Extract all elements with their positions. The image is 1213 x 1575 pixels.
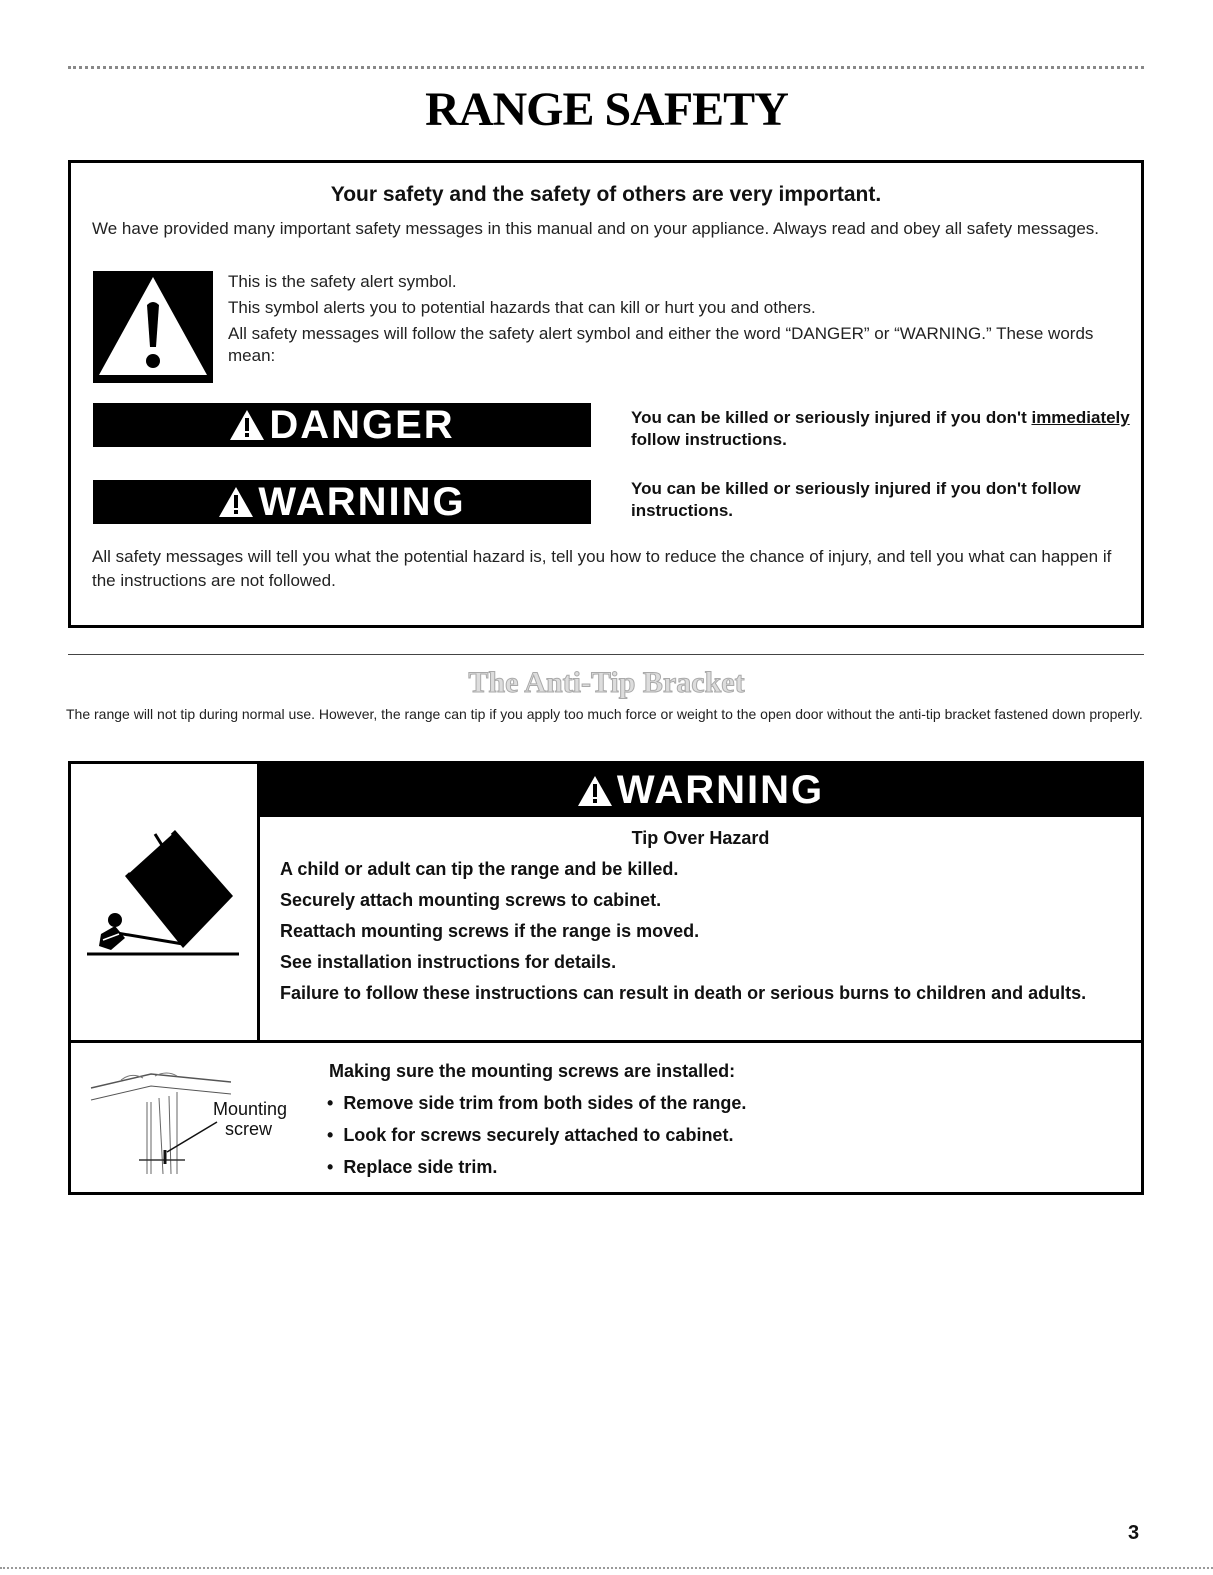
symbol-line: This is the safety alert symbol. [228,272,457,291]
symbol-line: This symbol alerts you to potential hazards that can kill or hurt you and others. [228,298,816,317]
safety-heading: Your safety and the safety of others are very important. [330,183,882,206]
box-divider [71,1040,1141,1043]
tipping-illustration-panel [71,764,260,1040]
tip-over-warning-box [68,761,1144,1195]
mounting-screw-callout [213,1099,287,1139]
warning-signal-bar [93,480,591,524]
callout-line: Mounting [213,1099,288,1119]
danger-desc-underlined: immediately [1031,408,1130,427]
anti-tip-body: The range will not tip during normal use. However, the range can tip if you apply too much force or weight to the open door without the anti-tip bracket fastened down properly. [66,706,1143,722]
hazard-line: Securely attach mounting screws to cabinet. [280,890,662,910]
install-heading: Making sure the mounting screws are installed: [329,1061,736,1081]
warning-triangle-icon [577,775,613,807]
safety-intro: We have provided many important safety messages in this manual and on your appliance. Always read and obey all safety messages. [92,219,1100,238]
symbol-line: All safety messages will follow the safety alert symbol and either the word “DANGER” or “WARNING.” These words mean: [228,324,1094,365]
danger-desc-post: follow instructions. [631,430,787,449]
section-divider [68,654,1144,655]
hazard-line: A child or adult can tip the range and be killed. [280,859,679,879]
danger-signal-bar [93,403,591,447]
anti-tip-section-title: The Anti-Tip Bracket [468,666,745,699]
danger-desc-pre: You can be killed or seriously injured if you don't [631,408,1032,427]
safety-alert-triangle-icon [93,271,213,383]
list-item: • Replace side trim. [327,1156,746,1179]
list-item: • Remove side trim from both sides of the range. [327,1092,746,1115]
page-title: RANGE SAFETY [425,83,788,136]
danger-description [631,407,1131,451]
hazard-line: Failure to follow these instructions can result in death or serious burns to children and adults. [280,983,1087,1003]
warning-triangle-icon [229,409,265,441]
hazard-line: See installation instructions for details. [280,952,617,972]
safety-outro: All safety messages will tell you what the potential hazard is, tell you how to reduce the chance of injury, and tell you what can happen if the instructions are not followed. [92,547,1112,590]
install-steps [327,1092,746,1188]
danger-label: DANGER [269,402,455,447]
warning-description: You can be killed or seriously injured if you don't follow instructions. [631,479,1081,520]
hazard-line: Reattach mounting screws if the range is moved. [280,921,700,941]
warning-triangle-icon [218,486,254,518]
bottom-dotted-rule [0,1567,1213,1569]
hazard-title: Tip Over Hazard [631,828,770,848]
callout-line: screw [225,1119,273,1139]
safety-messages-box [68,160,1144,628]
symbol-explanation [228,271,1108,371]
hazard-instructions [280,858,1120,1013]
safety-alert-symbol [93,271,213,383]
warning-label: WARNING [616,768,825,812]
list-item: • Look for screws securely attached to cabinet. [327,1124,746,1147]
top-dotted-rule [68,66,1144,69]
page-number: 3 [1128,1522,1140,1544]
tipping-range-illustration [71,764,257,1040]
mounting-screw-illustration [81,1052,231,1182]
warning-label: WARNING [258,479,466,524]
warning-signal-bar [260,764,1141,817]
